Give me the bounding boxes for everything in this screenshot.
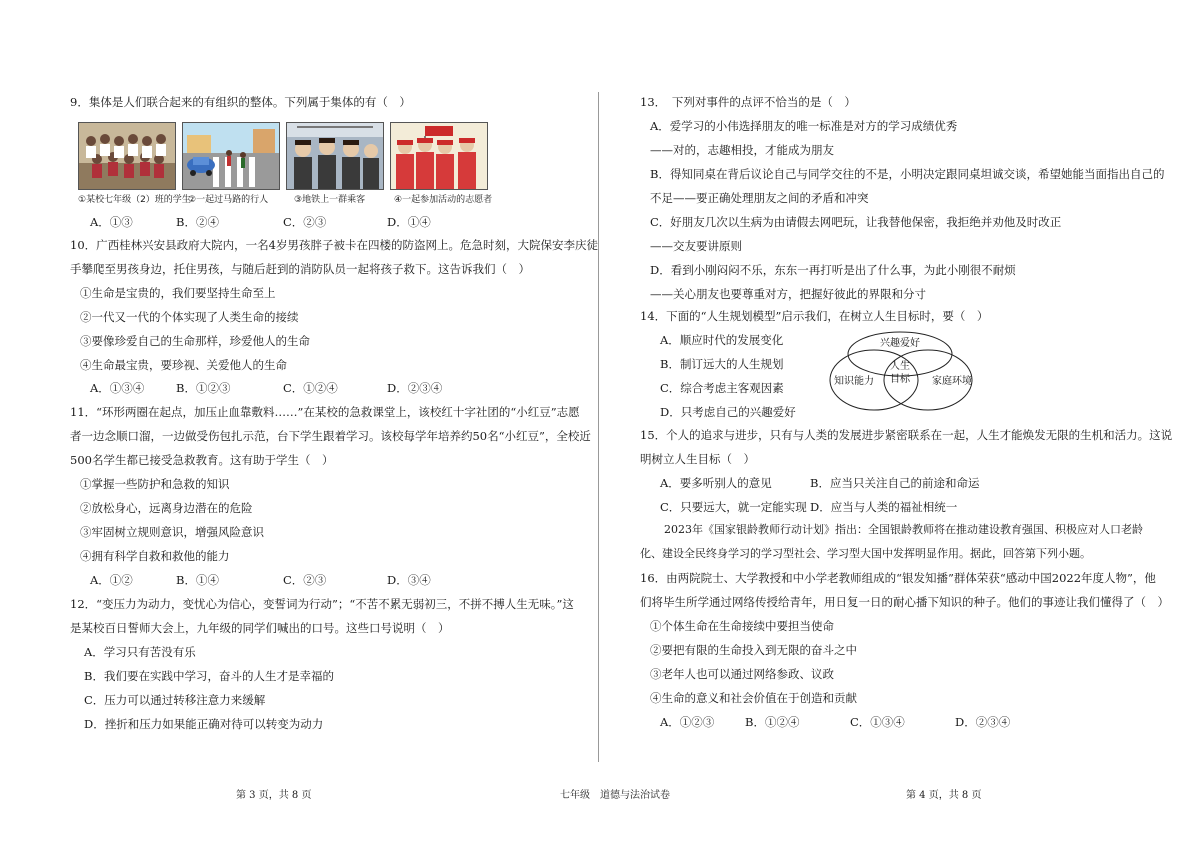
q11-item-4: ④拥有科学自救和救他的能力: [80, 549, 230, 563]
q13-comment-c: ——交友要讲原则: [650, 239, 742, 253]
q9-stem: 9．集体是人们联合起来的有组织的整体。下列属于集体的有（ ）: [70, 95, 411, 109]
q11-option-d[interactable]: D．③④: [387, 573, 431, 587]
q16-option-b[interactable]: B．①②④: [745, 715, 800, 729]
q10-stem-line-1: 10．广西桂林兴安县政府大院内，一名4岁男孩胖子被卡在四楼的防盗网上。危急时刻，大院保安李庆徒: [70, 238, 598, 252]
q10-option-a[interactable]: A．①③④: [90, 381, 145, 395]
q13-stem: 13． 下列对事件的点评不恰当的是（ ）: [640, 95, 856, 109]
material-line-2: 化、建设全民终身学习的学习型社会、学习型大国中发挥明显作用。据此，回答第下列小题。: [640, 547, 1091, 560]
q11-item-3: ③牢固树立规则意识，增强风险意识: [80, 525, 264, 539]
q12-option-b[interactable]: B．我们要在实践中学习，奋斗的人生才是幸福的: [84, 669, 334, 683]
venn-label-interest: 兴趣爱好: [880, 338, 920, 349]
q14-stem: 14．下面的“人生规划模型”启示我们，在树立人生目标时，要（ ）: [640, 309, 989, 323]
q10-item-3: ③要像珍爱自己的生命那样，珍爱他人的生命: [80, 334, 310, 348]
q14-option-b[interactable]: B．制订远大的人生规划: [660, 357, 784, 371]
q11-option-c[interactable]: C．②③: [283, 573, 327, 587]
q13-option-d[interactable]: D．看到小刚闷闷不乐，东东一再打听是出了什么事，为此小刚很不耐烦: [650, 263, 1016, 277]
q11-item-2: ②放松身心，远离身边潜在的危险: [80, 501, 253, 515]
q16-item-4: ④生命的意义和社会价值在于创造和贡献: [650, 691, 857, 705]
venn-label-ability: 知识能力: [834, 376, 874, 387]
subway-passengers-image: [286, 122, 384, 190]
q9-caption-4: ④一起参加活动的志愿者: [394, 195, 493, 205]
venn-label-center-1: 人生: [890, 361, 910, 372]
q13-comment-b: 不足——要正确处理朋友之间的矛盾和冲突: [650, 191, 869, 205]
q15-option-b[interactable]: B．应当只关注自己的前途和命运: [810, 476, 980, 490]
q16-stem-line-1: 16．由两院院士、大学教授和中小学老教师组成的“银发知播”群体荣获“感动中国2022年度人物”，他: [640, 571, 1156, 585]
q10-option-c[interactable]: C．①②④: [283, 381, 338, 395]
q16-item-3: ③老年人也可以通过网络参政、议政: [650, 667, 834, 681]
column-divider: [598, 92, 599, 762]
venn-label-center-2: 目标: [890, 374, 910, 385]
q11-stem-line-3: 500名学生都已接受急救教育。这有助于学生（ ）: [70, 453, 334, 467]
q14-option-c[interactable]: C．综合考虑主客观因素: [660, 381, 784, 395]
material-line-1: 2023年《国家银龄教师行动计划》指出：全国银龄教师将在推动建设教育强国、积极应对人口老龄: [664, 523, 1143, 536]
q10-item-1: ①生命是宝贵的，我们要坚持生命至上: [80, 286, 276, 300]
q9-option-b[interactable]: B．②④: [176, 215, 219, 229]
q14-option-d[interactable]: D．只考虑自己的兴趣爱好: [660, 405, 796, 419]
q15-option-d[interactable]: D．应当与人类的福祉相统一: [810, 500, 958, 514]
q14-option-a[interactable]: A．顺应时代的发展变化: [660, 333, 784, 347]
q15-option-a[interactable]: A．要多听别人的意见: [660, 476, 772, 490]
q11-stem-line-2: 者一边念顺口溜，一边做受伤包扎示范，台下学生跟着学习。该校每学年培养约50名“小红豆”，全校近: [70, 429, 591, 443]
q12-stem-line-1: 12．“变压力为动力，变忧心为信心，变誓词为行动”；“不苦不累无弱初三，不拼不搏人生无味。”这: [70, 597, 574, 611]
life-planning-venn-diagram: [828, 330, 978, 415]
q9-option-a[interactable]: A．①③: [90, 215, 133, 229]
q11-option-b[interactable]: B．①④: [176, 573, 219, 587]
q16-item-2: ②要把有限的生命投入到无限的奋斗之中: [650, 643, 857, 657]
q13-comment-a: ——对的，志趣相投，才能成为朋友: [650, 143, 834, 157]
q9-caption-3: ③地铁上一群乘客: [294, 195, 366, 205]
venn-label-family: 家庭环境: [932, 376, 972, 387]
q10-option-d[interactable]: D．②③④: [387, 381, 443, 395]
q16-option-a[interactable]: A．①②③: [660, 715, 715, 729]
q9-image-row: [78, 122, 568, 206]
footer-page-right: 第 4 页，共 8 页: [906, 790, 982, 801]
q10-item-4: ④生命最宝贵，要珍视、关爱他人的生命: [80, 358, 287, 372]
volunteers-image: [390, 122, 488, 190]
footer-page-left: 第 3 页，共 8 页: [236, 790, 312, 801]
q15-stem-line-1: 15．个人的追求与进步，只有与人类的发展进步紧密联系在一起，人生才能焕发无限的生机和活力。这说: [640, 428, 1173, 442]
crossing-road-image: [182, 122, 280, 190]
footer-exam-title: 七年级 道德与法治试卷: [560, 790, 670, 801]
q13-option-b[interactable]: B．得知同桌在背后议论自己与同学交往的不是，小明决定跟同桌坦诚交谈，希望她能当面指出自己的: [650, 167, 1165, 181]
class-students-image: [78, 122, 176, 190]
q10-stem-line-2: 手攀爬至男孩身边，托住男孩，与随后赶到的消防队员一起将孩子救下。这告诉我们（ ）: [70, 262, 530, 276]
q9-caption-2: ②一起过马路的行人: [188, 195, 269, 205]
q9-option-c[interactable]: C．②③: [283, 215, 327, 229]
q16-stem-line-2: 们将毕生所学通过网络传授给青年，用日复一日的耐心播下知识的种子。他们的事迹让我们懂得了（ ）: [640, 595, 1169, 609]
q11-item-1: ①掌握一些防护和急救的知识: [80, 477, 230, 491]
q13-comment-d: ——关心朋友也要尊重对方，把握好彼此的界限和分寸: [650, 287, 926, 301]
q13-option-c[interactable]: C．好朋友几次以生病为由请假去网吧玩，让我替他保密，我拒绝并劝他及时改正: [650, 215, 1062, 229]
q15-option-c[interactable]: C．只要远大，就一定能实现: [660, 500, 807, 514]
q16-item-1: ①个体生命在生命接续中要担当使命: [650, 619, 834, 633]
q9-caption-1: ①某校七年级（2）班的学生: [78, 195, 191, 205]
q16-option-c[interactable]: C．①③④: [850, 715, 905, 729]
q11-stem-line-1: 11．“环形两圈在起点，加压止血靠敷料……”在某校的急救课堂上，该校红十字社团的“小红豆”志愿: [70, 405, 580, 419]
q12-option-d[interactable]: D．挫折和压力如果能正确对待可以转变为动力: [84, 717, 324, 731]
q10-option-b[interactable]: B．①②③: [176, 381, 231, 395]
q12-stem-line-2: 是某校百日誓师大会上，九年级的同学们喊出的口号。这些口号说明（ ）: [70, 621, 450, 635]
q11-option-a[interactable]: A．①②: [90, 573, 133, 587]
q12-option-a[interactable]: A．学习只有苦没有乐: [84, 645, 196, 659]
q13-option-a[interactable]: A．爱学习的小伟选择朋友的唯一标准是对方的学习成绩优秀: [650, 119, 958, 133]
q12-option-c[interactable]: C．压力可以通过转移注意力来缓解: [84, 693, 266, 707]
q16-option-d[interactable]: D．②③④: [955, 715, 1011, 729]
q10-item-2: ②一代又一代的个体实现了人类生命的接续: [80, 310, 299, 324]
q9-option-d[interactable]: D．①④: [387, 215, 431, 229]
q15-stem-line-2: 明树立人生目标（ ）: [640, 452, 755, 466]
